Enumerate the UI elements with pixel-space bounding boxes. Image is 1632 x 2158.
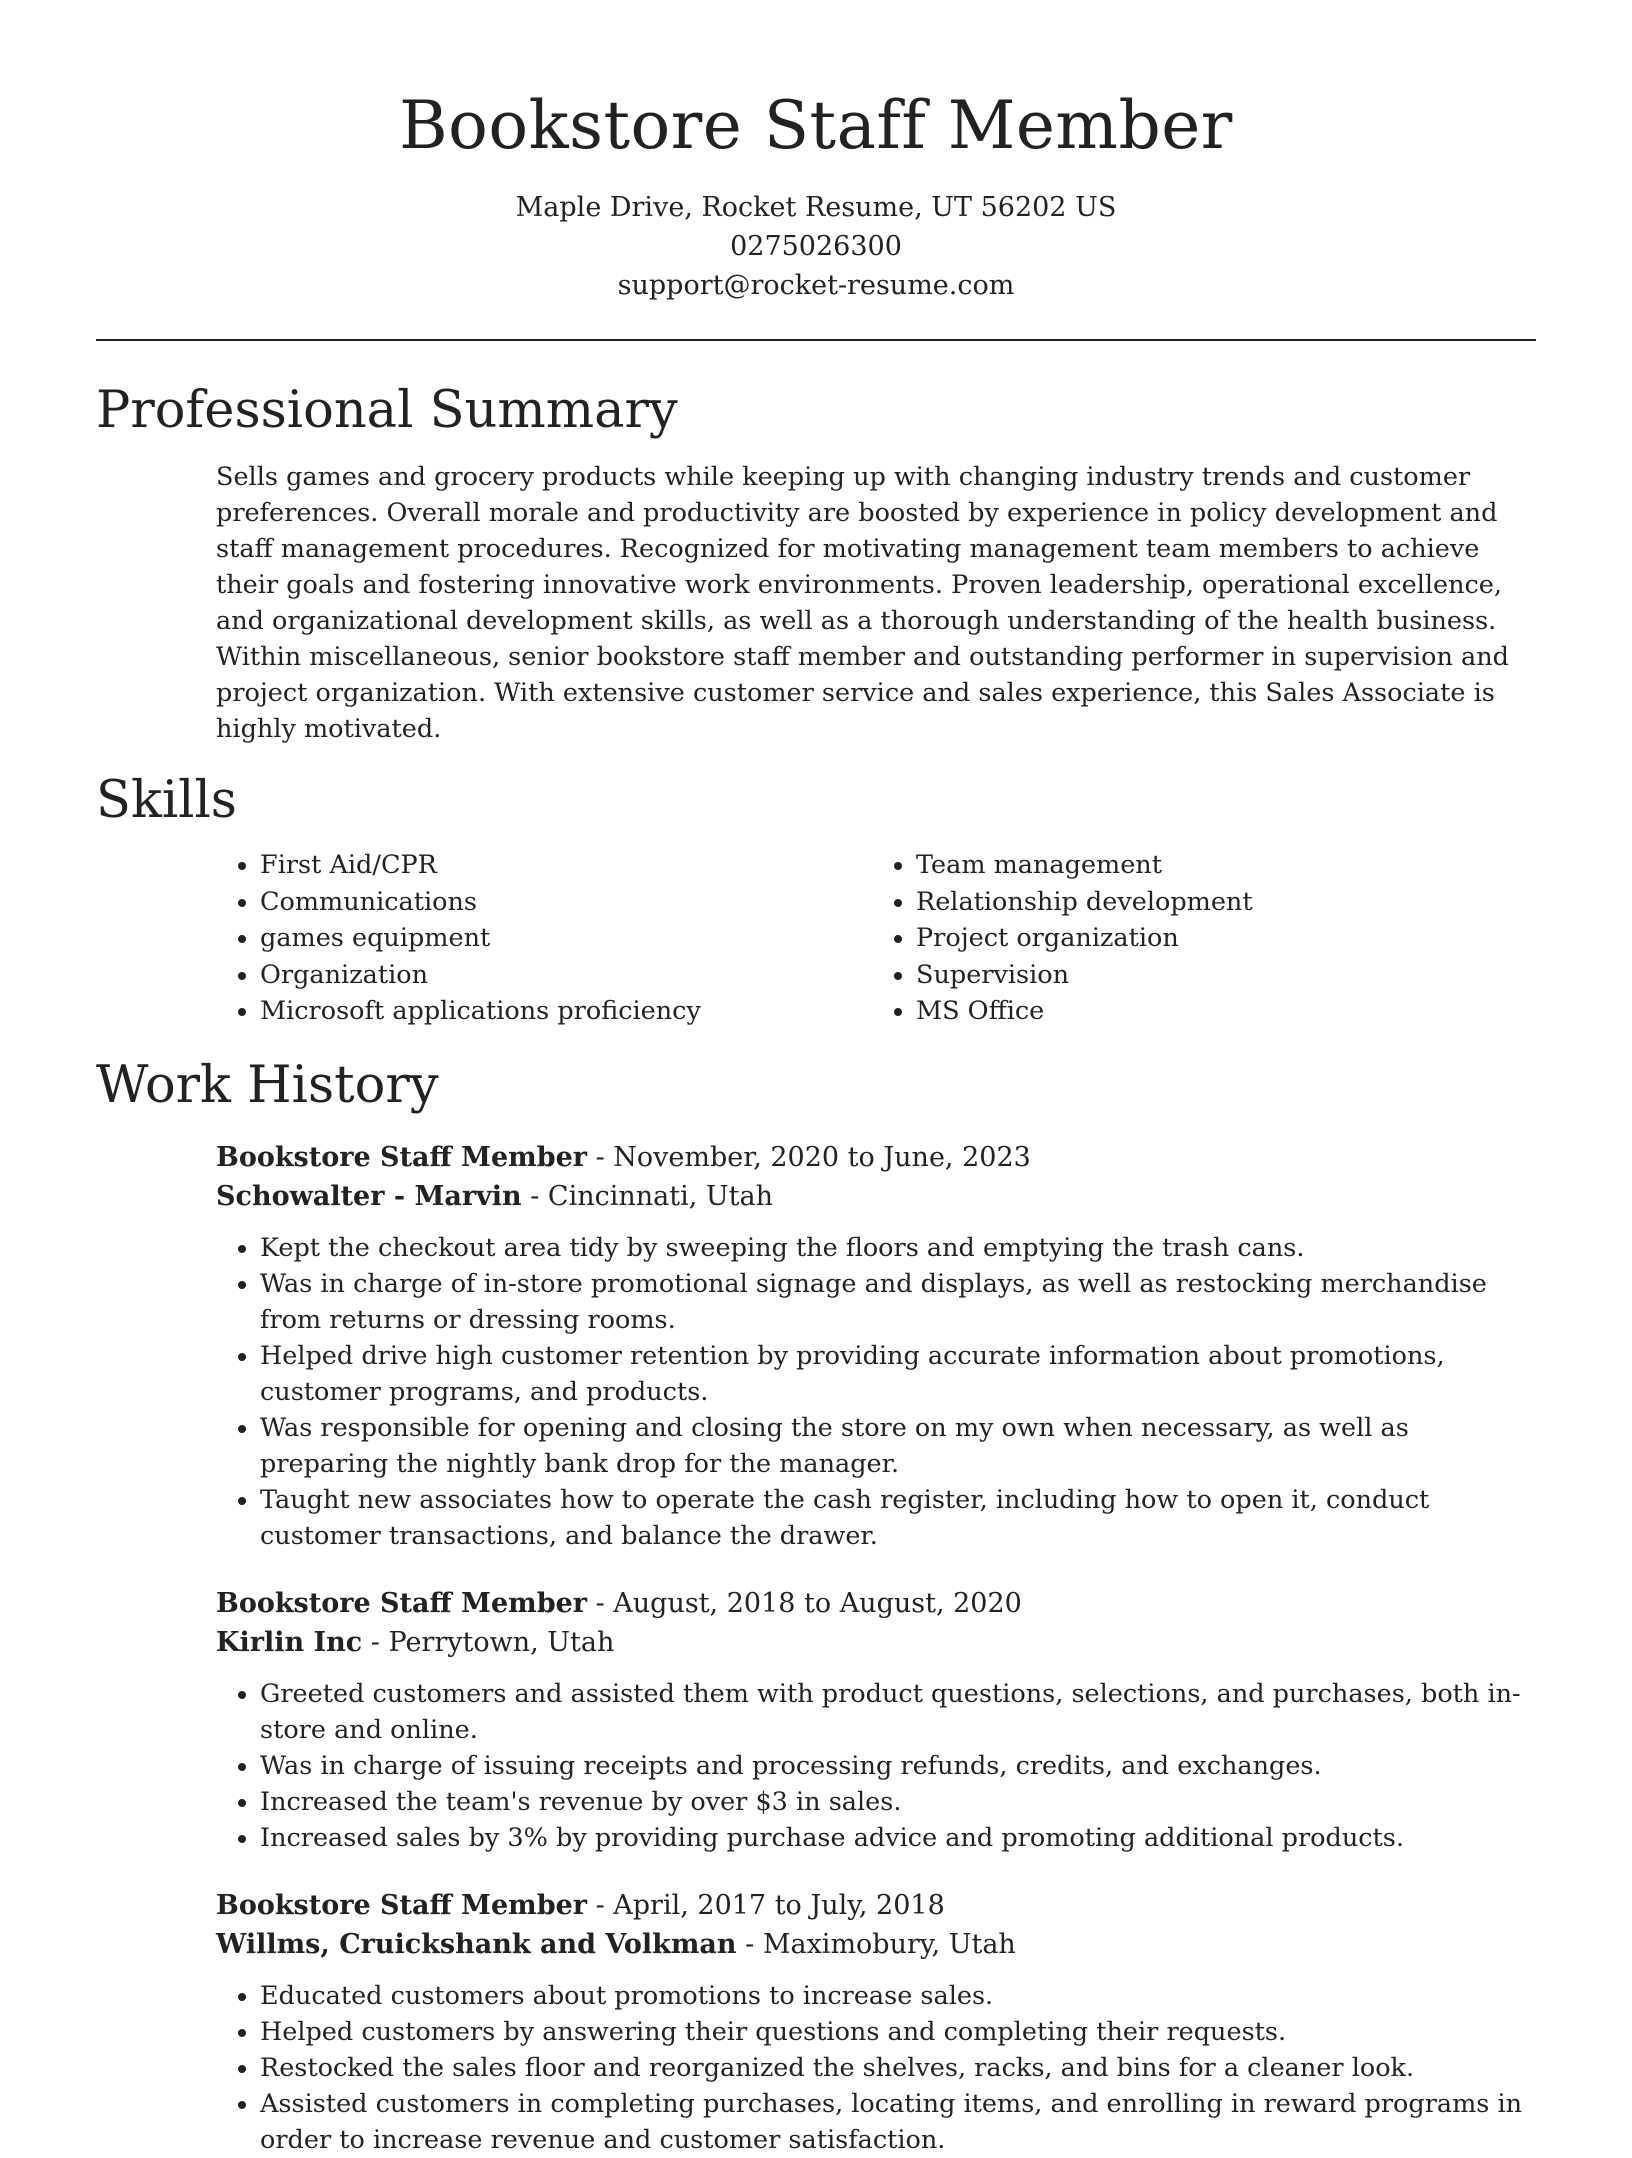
job-company: Willms, Cruickshank and Volkman <box>216 1928 737 1960</box>
job-dates: - August, 2018 to August, 2020 <box>586 1587 1022 1619</box>
job-bullet: • Was in charge of in-store promotional signage and displays, as well as restocking merchandise from returns or dressing rooms. <box>260 1266 1536 1338</box>
job-entry <box>216 1138 1536 1554</box>
job-bullet: • Kept the checkout area tidy by sweeping the floors and emptying the trash cans. <box>260 1230 1536 1266</box>
contact-phone: 0275026300 <box>730 231 902 262</box>
job-role: Bookstore Staff Member <box>216 1889 587 1921</box>
job-bullets <box>216 1978 1536 2158</box>
job-role: Bookstore Staff Member <box>216 1587 587 1619</box>
job-role: Bookstore Staff Member <box>216 1141 587 1173</box>
job-bullet: • Was responsible for opening and closing the store on my own when necessary, as well as preparing the nightly bank drop for the manager. <box>260 1410 1536 1482</box>
skill-item: • Project organization <box>916 920 1406 957</box>
contact-block <box>96 188 1536 305</box>
skills-heading: Skills <box>96 771 237 830</box>
job-title-line <box>216 1584 1536 1623</box>
skill-item: • Relationship development <box>916 884 1406 921</box>
job-bullet: • Educated customers about promotions to increase sales. <box>260 1978 1536 2014</box>
skill-item: • First Aid/CPR <box>260 847 750 884</box>
job-company: Schowalter - Marvin <box>216 1180 522 1212</box>
job-company: Kirlin Inc <box>216 1626 363 1658</box>
skills-column-left <box>96 847 750 1030</box>
contact-address: Maple Drive, Rocket Resume, UT 56202 US <box>515 192 1117 223</box>
skill-item: • MS Office <box>916 993 1406 1030</box>
job-bullet: • Taught new associates how to operate the cash register, including how to open it, conduct customer transactions, and balance the drawer. <box>260 1482 1536 1554</box>
job-bullet: • Increased the team's revenue by over $3 in sales. <box>260 1784 1536 1820</box>
job-title-line <box>216 1138 1536 1177</box>
job-entry <box>216 1886 1536 2158</box>
job-bullet: • Was in charge of issuing receipts and processing refunds, credits, and exchanges. <box>260 1748 1536 1784</box>
job-bullet: • Greeted customers and assisted them with product questions, selections, and purchases, both in-store and online. <box>260 1676 1536 1748</box>
job-employer-line <box>216 1925 1536 1964</box>
skill-item: • Communications <box>260 884 750 921</box>
job-location: - Cincinnati, Utah <box>521 1180 773 1212</box>
job-entry <box>216 1584 1536 1856</box>
job-bullet: • Restocked the sales floor and reorganized the shelves, racks, and bins for a cleaner look. <box>260 2050 1536 2086</box>
job-bullet: • Helped customers by answering their questions and completing their requests. <box>260 2014 1536 2050</box>
skills-list <box>96 847 1536 1030</box>
work-history-heading: Work History <box>96 1055 439 1115</box>
job-bullets <box>216 1230 1536 1554</box>
header-divider <box>96 339 1536 341</box>
summary-text: Sells games and grocery products while keeping up with changing industry trends and customer preferences. Overall morale and productivity are boosted by experience in policy development and staff management procedures. Recognized for motivating management team members to achieve their goals and fostering innovative work environments. Proven leadership, operational excellence, and organizational development skills, as well as a thorough understanding of the health business. Within miscellaneous, senior bookstore staff member and outstanding performer in supervision and project organization. With extensive customer service and sales experience, this Sales Associate is highly motivated. <box>216 462 1509 744</box>
skill-item: • Microsoft applications proficiency <box>260 993 750 1030</box>
job-bullet: • Helped drive high customer retention by providing accurate information about promotions, customer programs, and products. <box>260 1338 1536 1410</box>
skill-item: • Team management <box>916 847 1406 884</box>
job-bullet: • Assisted customers in completing purchases, locating items, and enrolling in reward programs in order to increase revenue and customer satisfaction. <box>260 2086 1536 2158</box>
job-employer-line <box>216 1177 1536 1216</box>
contact-email: support@rocket-resume.com <box>617 270 1015 301</box>
job-dates: - November, 2020 to June, 2023 <box>586 1141 1031 1173</box>
job-dates: - April, 2017 to July, 2018 <box>586 1889 945 1921</box>
skills-column-right <box>750 847 1406 1030</box>
job-location: - Perrytown, Utah <box>362 1626 615 1658</box>
skill-item: • Supervision <box>916 957 1406 994</box>
job-location: - Maximobury, Utah <box>736 1928 1016 1960</box>
resume-page <box>96 0 1536 2158</box>
candidate-name: Bookstore Staff Member <box>399 87 1233 164</box>
summary-heading: Professional Summary <box>96 381 678 440</box>
job-bullet: • Increased sales by 3% by providing purchase advice and promoting additional products. <box>260 1820 1536 1856</box>
job-employer-line <box>216 1623 1536 1662</box>
skill-item: • Organization <box>260 957 750 994</box>
skill-item: • games equipment <box>260 920 750 957</box>
job-title-line <box>216 1886 1536 1925</box>
job-bullets <box>216 1676 1536 1856</box>
